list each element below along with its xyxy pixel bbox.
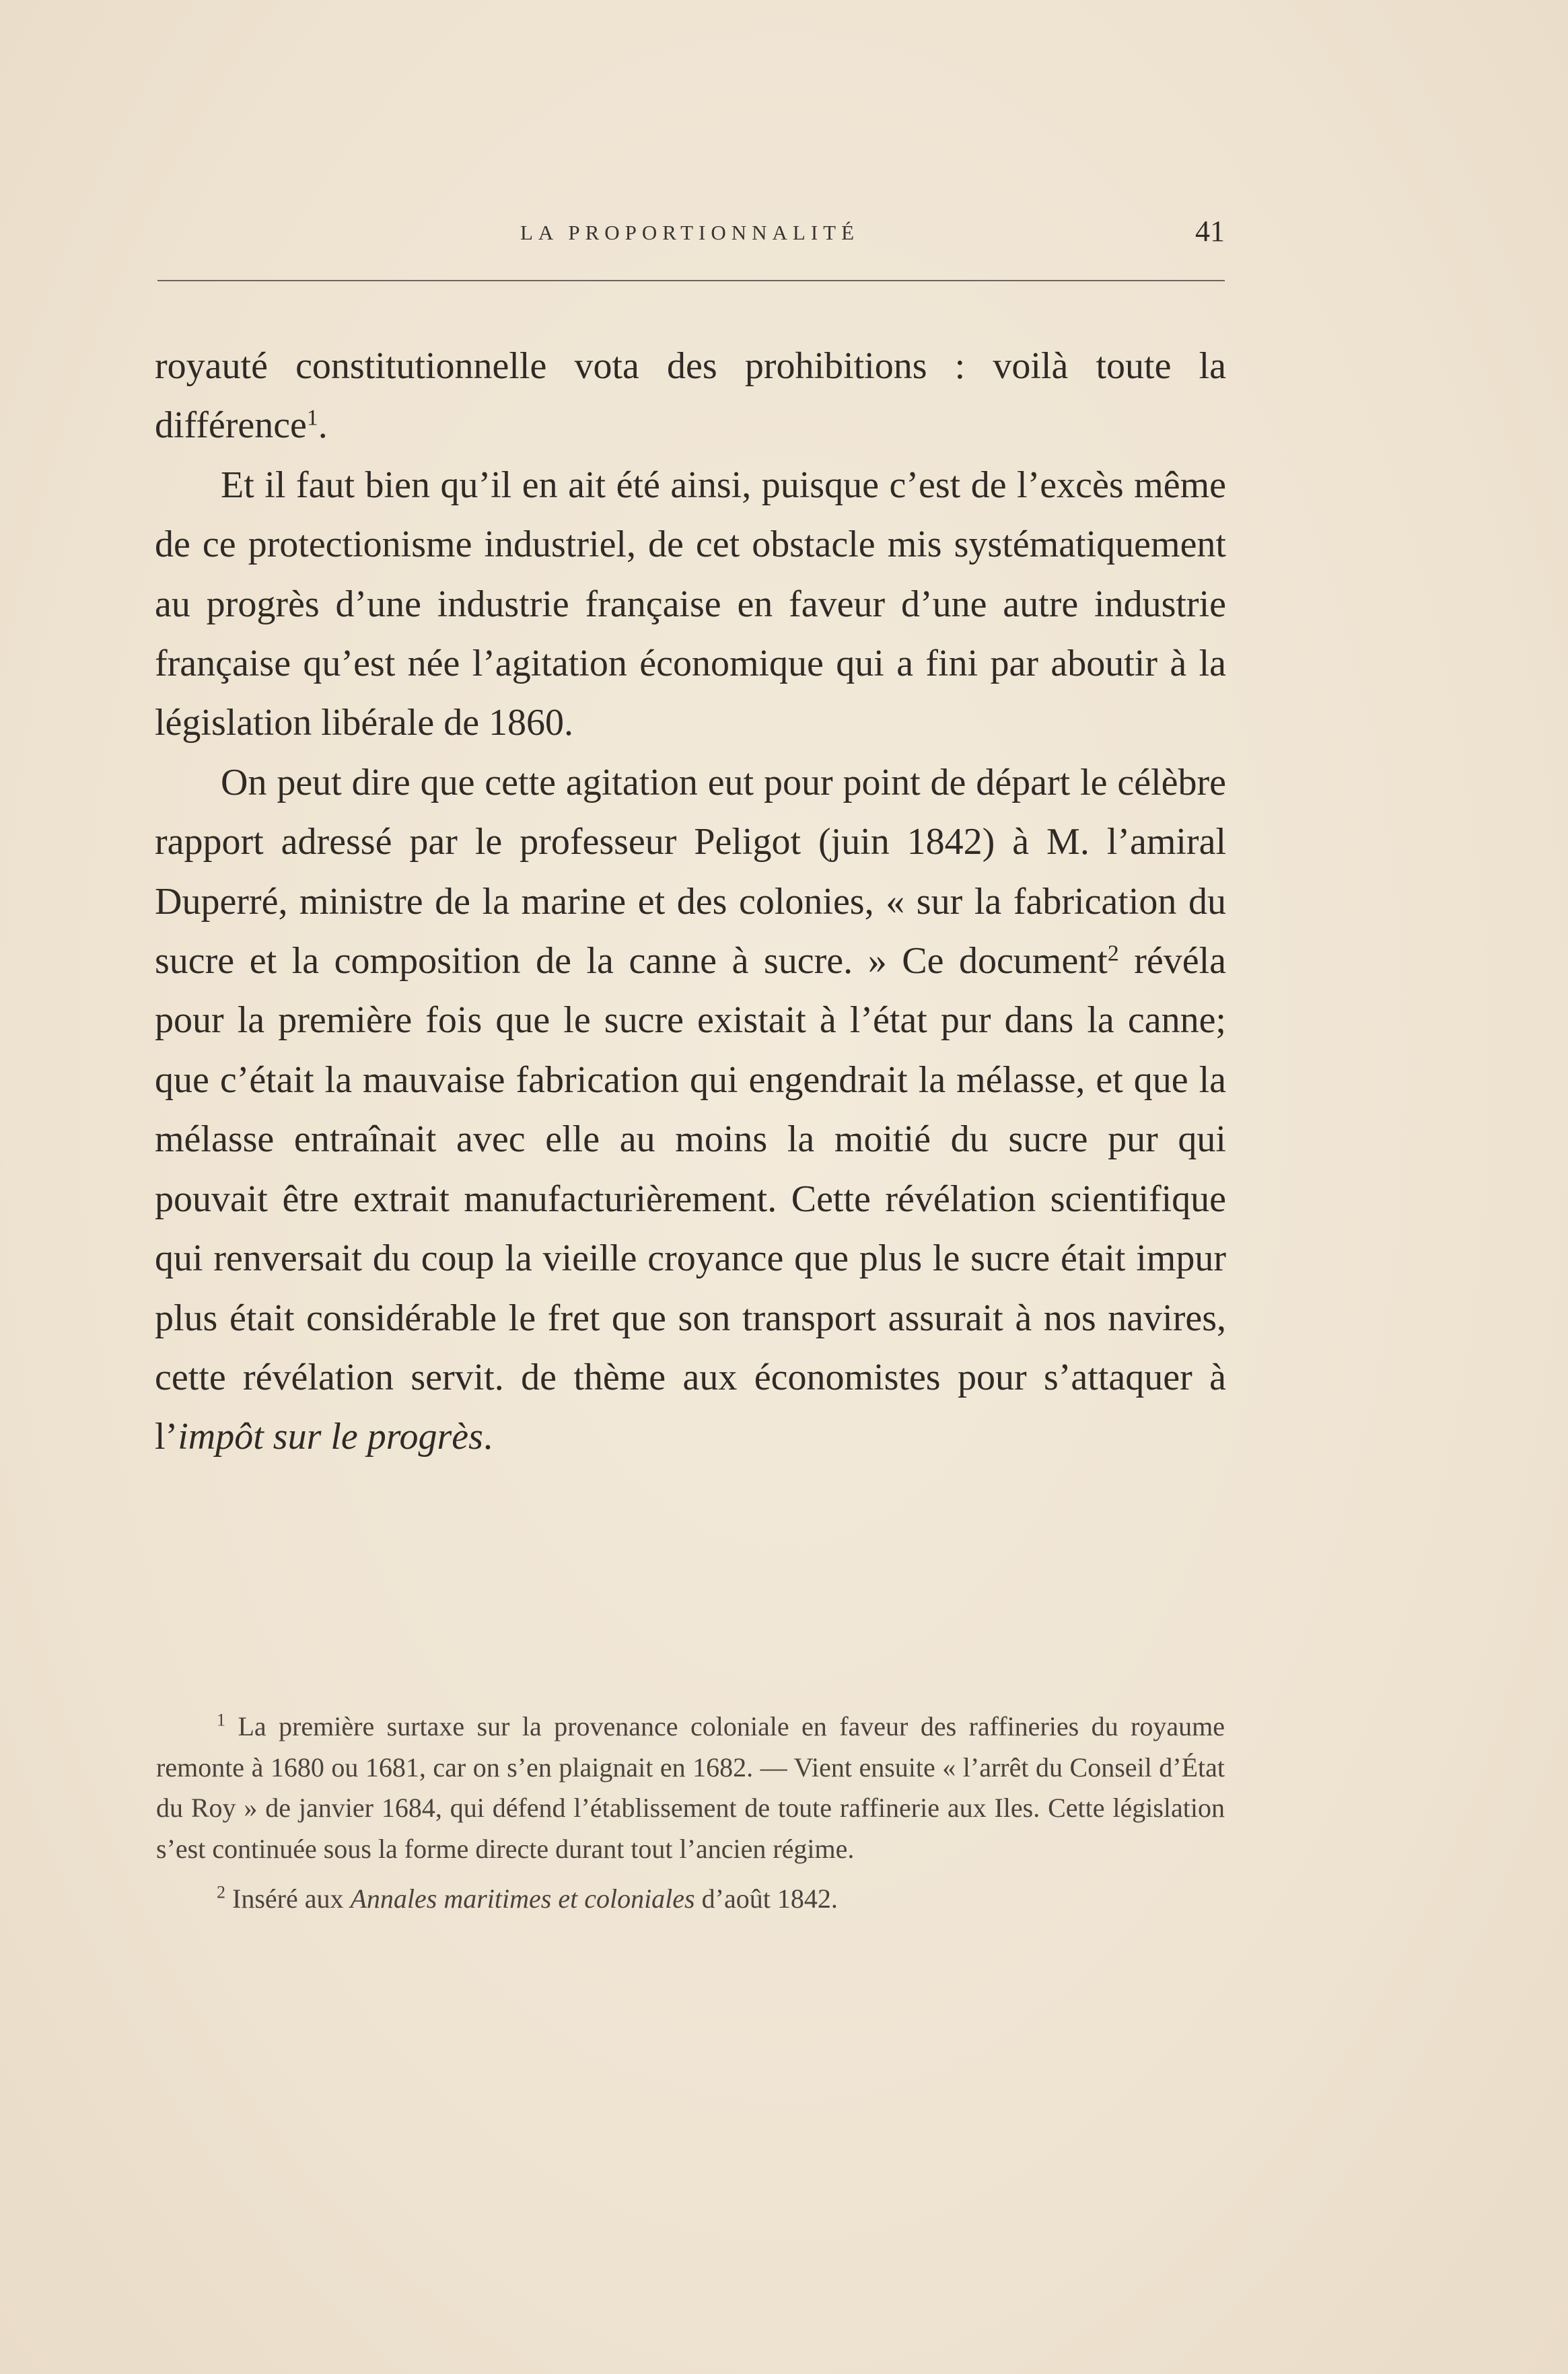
footnote-2-text-b: d’août 1842.	[694, 1883, 838, 1914]
footnotes	[156, 1706, 1225, 1920]
page-header	[155, 214, 1225, 254]
paragraph-1-text: royauté constitutionnelle vota des prohibitions : voilà toute la différence	[155, 345, 1226, 447]
footnote-ref-2: 2	[1107, 941, 1119, 966]
footnote-2	[156, 1879, 1225, 1920]
paragraph-3	[155, 753, 1226, 1467]
running-title: LA PROPORTIONNALITÉ	[520, 221, 860, 244]
body-text	[155, 336, 1226, 1467]
paragraph-1-end: .	[318, 404, 328, 447]
paragraph-1	[155, 336, 1226, 456]
paragraph-3-text-a: On peut dire que cette agitation eut pour point de départ le célèbre rapport adressé par le professeur Peligot (juin 1842) à M. l’amiral Duperré, ministre de la marine et des colonies, « sur la fabrication du sucre et la composition de la canne à sucre. » Ce document	[155, 761, 1226, 982]
footnote-2-marker: 2	[217, 1882, 225, 1902]
footnote-2-text-a: Inséré aux	[232, 1883, 351, 1914]
header-rule	[157, 280, 1225, 281]
footnote-1	[156, 1706, 1225, 1869]
footnote-1-text: La première surtaxe sur la provenance coloniale en faveur des raffineries du royaume remonte à 1680 ou 1681, car on s’en plaignait en 1682. — Vient ensuite « l’arrêt du Conseil d’État du Roy » de janvier 1684, qui défend l’établissement de toute raffinerie aux Iles. Cette législation s’est continuée sous la forme directe durant tout l’ancien régime.	[156, 1711, 1225, 1864]
footnote-1-marker: 1	[217, 1710, 225, 1730]
paragraph-2: Et il faut bien qu’il en ait été ainsi, puisque c’est de l’excès même de ce protectionisme industriel, de cet obstacle mis systématiquement au progrès d’une industrie française en faveur d’une autre industrie française qu’est née l’agitation économique qui a fini par aboutir à la législation libérale de 1860.	[155, 464, 1226, 744]
footnote-2-italic: Annales maritimes et coloniales	[350, 1883, 695, 1914]
paragraph-3-end: .	[483, 1416, 493, 1458]
paragraph-3-text-b: révéla pour la première fois que le sucre existait à l’état pur dans la canne; que c’était la mauvaise fabrication qui engendrait la mélasse, et que la mélasse entraînait avec elle au moins la moitié du sucre pur qui pouvait être extrait manufacturièrement. Cette révélation scientifique qui renversait du coup la vieille croyance que plus le sucre était impur plus était considérable le fret que son transport assurait à nos navires, cette révélation servit. de thème aux économistes pour s’attaquer à l’	[155, 940, 1226, 1458]
paragraph-3-italic: impôt sur le progrès	[178, 1416, 483, 1458]
page-number: 41	[1195, 215, 1225, 248]
footnote-ref-1: 1	[306, 405, 318, 431]
